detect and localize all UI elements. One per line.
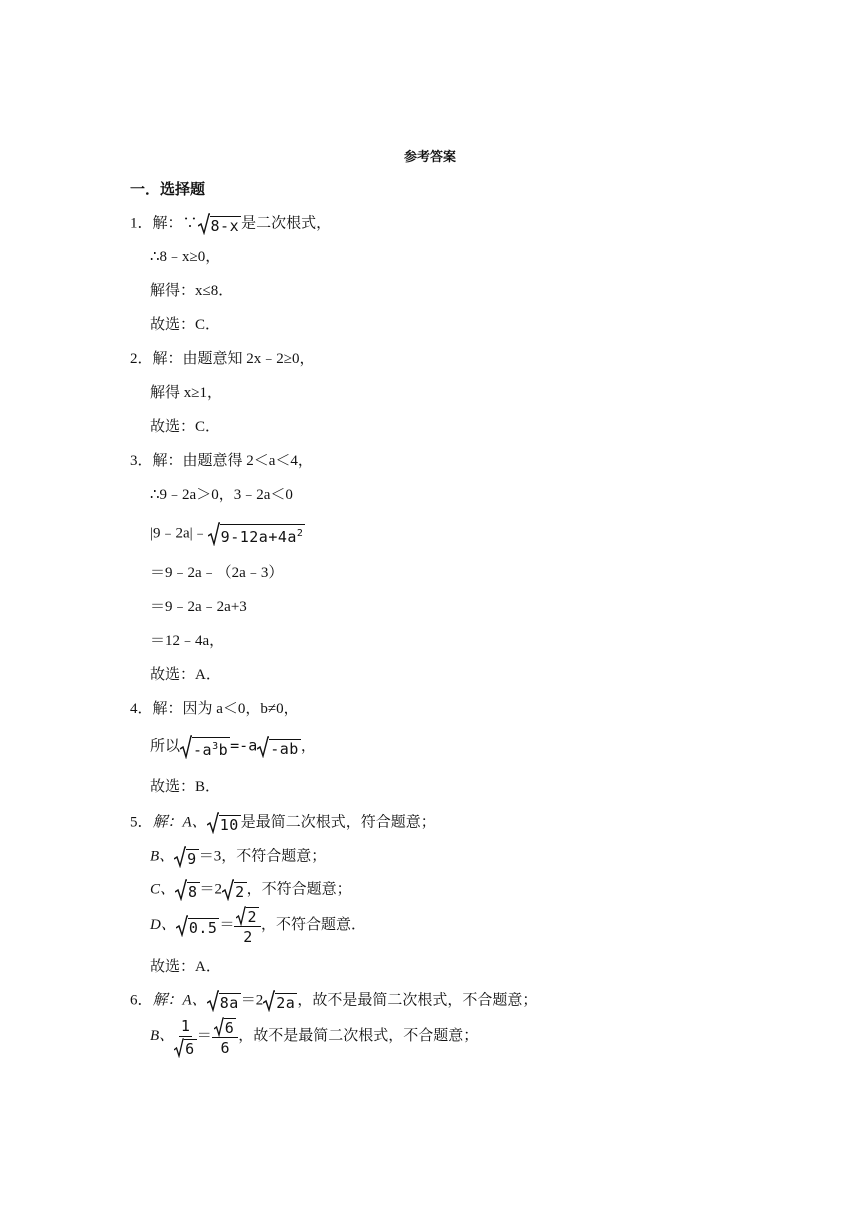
radical: [207, 990, 241, 1012]
q2-line-1: [130, 349, 315, 369]
radicand: [220, 524, 306, 546]
q4-text: 所以: [150, 738, 181, 755]
section-title: 一．选择题: [130, 180, 206, 198]
radical: [208, 522, 306, 546]
q4-line-3: 故选：B．: [150, 779, 221, 795]
q2-line-2: 解得 x≥1，: [150, 385, 222, 401]
q5-text: 是最简二次根式，符合题意；: [240, 814, 436, 831]
q1-line-4: 故选：C．: [150, 317, 221, 333]
radical: [207, 812, 241, 834]
fraction: [234, 905, 261, 947]
fraction: [212, 1016, 239, 1058]
q5-line-2: [150, 846, 326, 868]
q2-number: 2．: [130, 351, 153, 367]
fraction-denominator: 6: [220, 1038, 230, 1057]
q6-text: ＝: [196, 1028, 212, 1045]
radical: [176, 915, 220, 937]
q1-text: 是二次根式，: [241, 215, 332, 232]
q1-text: 解：∵: [152, 215, 198, 232]
q4-line-2: [150, 735, 316, 759]
radicand: -ab: [270, 740, 299, 758]
q2-text: 解：由题意知 2x﹣2≥0，: [152, 351, 315, 367]
radicand: 6: [185, 1039, 195, 1058]
q1-line-2: ∴8﹣x≥0，: [150, 249, 221, 265]
radicand: [192, 737, 230, 759]
q5-text: D、: [150, 917, 176, 934]
q6-number: 6．: [130, 992, 153, 1009]
radicand: 0.5: [188, 918, 218, 937]
radical: [198, 213, 242, 235]
fraction-numerator: [234, 905, 261, 927]
radicand-text: 9-12a+4a: [220, 528, 297, 546]
q5-text: B、: [150, 848, 175, 865]
q1-number: 1．: [130, 215, 153, 232]
radicand: 6: [224, 1018, 235, 1037]
q5-line-3: [150, 879, 352, 901]
radicand: 2: [247, 907, 257, 926]
q1-line-1: [130, 213, 331, 235]
radicand-text: b: [218, 741, 229, 759]
radicand: 8-x: [210, 217, 240, 235]
q2-line-3: 故选：C．: [150, 419, 221, 435]
q4-number: 4．: [130, 701, 153, 717]
q5-line-4: [150, 905, 366, 947]
radicand: 2: [235, 883, 245, 901]
q5-line-1: [130, 812, 436, 834]
fraction-numerator: 1: [180, 1017, 190, 1035]
q5-text: ＝: [219, 917, 235, 934]
q6-text: 解：A、: [152, 992, 207, 1009]
q3-line-4: ＝9﹣2a﹣（2a﹣3）: [150, 565, 284, 581]
q6-line-2: [150, 1016, 478, 1058]
q3-line-5: ＝9﹣2a﹣2a+3: [150, 599, 247, 615]
q4-line-1: [130, 699, 299, 719]
page-title: 参考答案: [403, 150, 456, 165]
q4-text: =-a: [230, 736, 258, 755]
q5-line-5: 故选：A．: [150, 959, 221, 975]
q6-text: ＝2: [240, 992, 264, 1009]
radical: [257, 736, 301, 758]
q5-text: ＝2: [199, 881, 223, 898]
q3-text: |9﹣2a|﹣: [150, 525, 208, 542]
q6-text: ，故不是最简二次根式，不合题意；: [297, 992, 538, 1009]
radical: [214, 1017, 237, 1037]
radical: [236, 906, 259, 926]
q3-line-7: 故选：A．: [150, 667, 221, 683]
q3-line-1: [130, 451, 313, 471]
q1-line-3: 解得：x≤8．: [150, 283, 234, 299]
q4-text: 解：因为 a＜0，b≠0，: [152, 701, 299, 717]
radical: [174, 846, 199, 868]
radicand: 10: [219, 816, 239, 834]
radicand-text: -a: [193, 741, 213, 759]
q6-text: ，故不是最简二次根式，不合题意；: [238, 1028, 479, 1045]
q3-line-6: ＝12﹣4a，: [150, 633, 225, 649]
q3-number: 3．: [130, 453, 153, 469]
q5-text: 解：A、: [152, 814, 207, 831]
q3-text: 解：由题意得 2＜a＜4，: [152, 453, 313, 469]
exponent: 2: [296, 528, 304, 539]
radicand: 8a: [219, 994, 239, 1012]
radicand: 9: [187, 850, 197, 868]
fraction: [174, 1016, 197, 1058]
q3-line-2: ∴9﹣2a＞0，3﹣2a＜0: [150, 487, 293, 503]
exponent: 3: [212, 741, 219, 752]
q3-line-3: [150, 522, 305, 546]
radical: [175, 879, 200, 901]
fraction-denominator: 2: [243, 927, 253, 946]
q6-line-1: [130, 990, 537, 1012]
fraction-denominator: [174, 1037, 197, 1058]
q4-text: ，: [300, 738, 316, 755]
q6-text: B、: [150, 1028, 175, 1045]
radical: [180, 735, 230, 759]
q5-text: C、: [150, 881, 176, 898]
fraction-numerator: [212, 1016, 239, 1038]
q5-text: ，不符合题意；: [246, 881, 352, 898]
q5-text: ＝3，不符合题意；: [198, 848, 327, 865]
radical: [263, 990, 297, 1012]
q5-text: ，不符合题意．: [260, 917, 366, 934]
radicand: 8: [188, 883, 198, 901]
q5-number: 5．: [130, 814, 153, 831]
radical: [174, 1038, 197, 1058]
radical: [222, 879, 247, 901]
radicand: 2a: [276, 994, 296, 1012]
